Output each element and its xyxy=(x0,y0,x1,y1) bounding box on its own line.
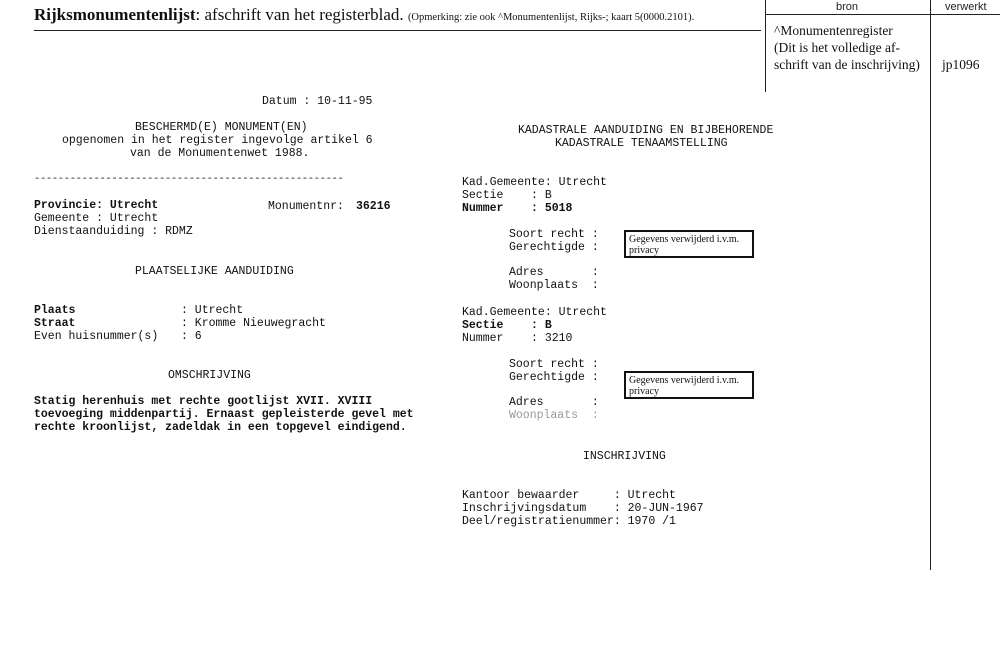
straat-label: Straat xyxy=(34,317,76,330)
col-bron: bron xyxy=(836,1,859,13)
gemeente: Gemeente : Utrecht xyxy=(34,212,159,225)
parcel1-gerechtigde: Gerechtigde : xyxy=(509,241,599,254)
dash-separator: ---------------------------------------------------- xyxy=(34,173,344,185)
heading-line-3: van de Monumentenwet 1988. xyxy=(130,147,310,160)
inschrijvingsdatum: Inschrijvingsdatum : 20-JUN-1967 xyxy=(462,502,704,515)
parcel2-sectie: Sectie : B xyxy=(462,319,552,332)
dienstaanduiding: Dienstaanduiding : RDMZ xyxy=(34,225,193,238)
kadastrale-heading-1: KADASTRALE AANDUIDING EN BIJBEHORENDE xyxy=(518,124,774,137)
kadastrale-heading-2: KADASTRALE TENAAMSTELLING xyxy=(555,137,728,150)
parcel1-privacy-box: Gegevens verwijderd i.v.m. privacy xyxy=(624,230,754,258)
kantoor-bewaarder: Kantoor bewaarder : Utrecht xyxy=(462,489,676,502)
parcel1-adres: Adres : xyxy=(509,266,599,279)
plaats-label: Plaats xyxy=(34,304,76,317)
title-bold: Rijksmonumentenlijst xyxy=(34,5,196,24)
title-underline xyxy=(34,30,761,31)
parcel2-privacy-box: Gegevens verwijderd i.v.m. privacy xyxy=(624,371,754,399)
parcel2-nummer: Nummer : 3210 xyxy=(462,332,573,345)
parcel1-gemeente: Kad.Gemeente: Utrecht xyxy=(462,176,607,189)
plaatselijke-heading: PLAATSELIJKE AANDUIDING xyxy=(135,265,294,278)
document-title xyxy=(34,5,694,25)
parcel2-gemeente: Kad.Gemeente: Utrecht xyxy=(462,306,607,319)
parcel1-nummer: Nummer : 5018 xyxy=(462,202,573,215)
monumentnr-label: Monumentnr: xyxy=(268,200,344,213)
parcel1-woonplaats: Woonplaats : xyxy=(509,279,599,292)
side-panel-divider xyxy=(930,0,931,570)
straat-value: : Kromme Nieuwegracht xyxy=(181,317,326,330)
verwerkt-value: jp1096 xyxy=(942,57,980,72)
huisnummer-value: : 6 xyxy=(181,330,202,343)
parcel2-woonplaats: Woonplaats : xyxy=(509,409,599,422)
deel-registratienummer: Deel/registratienummer: 1970 /1 xyxy=(462,515,676,528)
plaats-value: : Utrecht xyxy=(181,304,244,317)
omschrijving-heading: OMSCHRIJVING xyxy=(168,369,251,382)
parcel2-soort-recht: Soort recht : xyxy=(509,358,599,371)
huisnummer-label: Even huisnummer(s) xyxy=(34,330,159,343)
heading-line-1: BESCHERMD(E) MONUMENT(EN) xyxy=(135,121,308,134)
parcel2-adres: Adres : xyxy=(509,396,599,409)
datum: Datum : 10-11-95 xyxy=(262,95,373,108)
bron-line-3: schrift van de inschrijving) xyxy=(774,57,920,72)
monumentnr-value: 36216 xyxy=(356,200,391,213)
omschrijving-line-3: rechte kroonlijst, zadeldak in een topgevel eindigend. xyxy=(34,421,407,434)
inschrijving-heading: INSCHRIJVING xyxy=(583,450,666,463)
side-panel-header-line xyxy=(765,14,1000,15)
bron-line-1: ^Monumentenregister xyxy=(774,23,893,38)
parcel1-soort-recht: Soort recht : xyxy=(509,228,599,241)
col-verwerkt: verwerkt xyxy=(945,1,987,13)
omschrijving-line-1: Statig herenhuis met rechte gootlijst XVII. XVIII xyxy=(34,395,373,408)
title-note: (Opmerking: zie ook ^Monumentenlijst, Rijks-; kaart 5(0000.2101). xyxy=(407,12,695,23)
title-rest: : afschrift van het registerblad. xyxy=(195,5,404,24)
parcel1-sectie: Sectie : B xyxy=(462,189,552,202)
parcel2-gerechtigde: Gerechtigde : xyxy=(509,371,599,384)
omschrijving-line-2: toevoeging middenpartij. Ernaast gepleisterde gevel met xyxy=(34,408,414,421)
provincie: Provincie: Utrecht xyxy=(34,199,159,212)
bron-line-2: (Dit is het volledige af- xyxy=(774,40,900,55)
heading-line-2: opgenomen in het register ingevolge artikel 6 xyxy=(62,134,373,147)
